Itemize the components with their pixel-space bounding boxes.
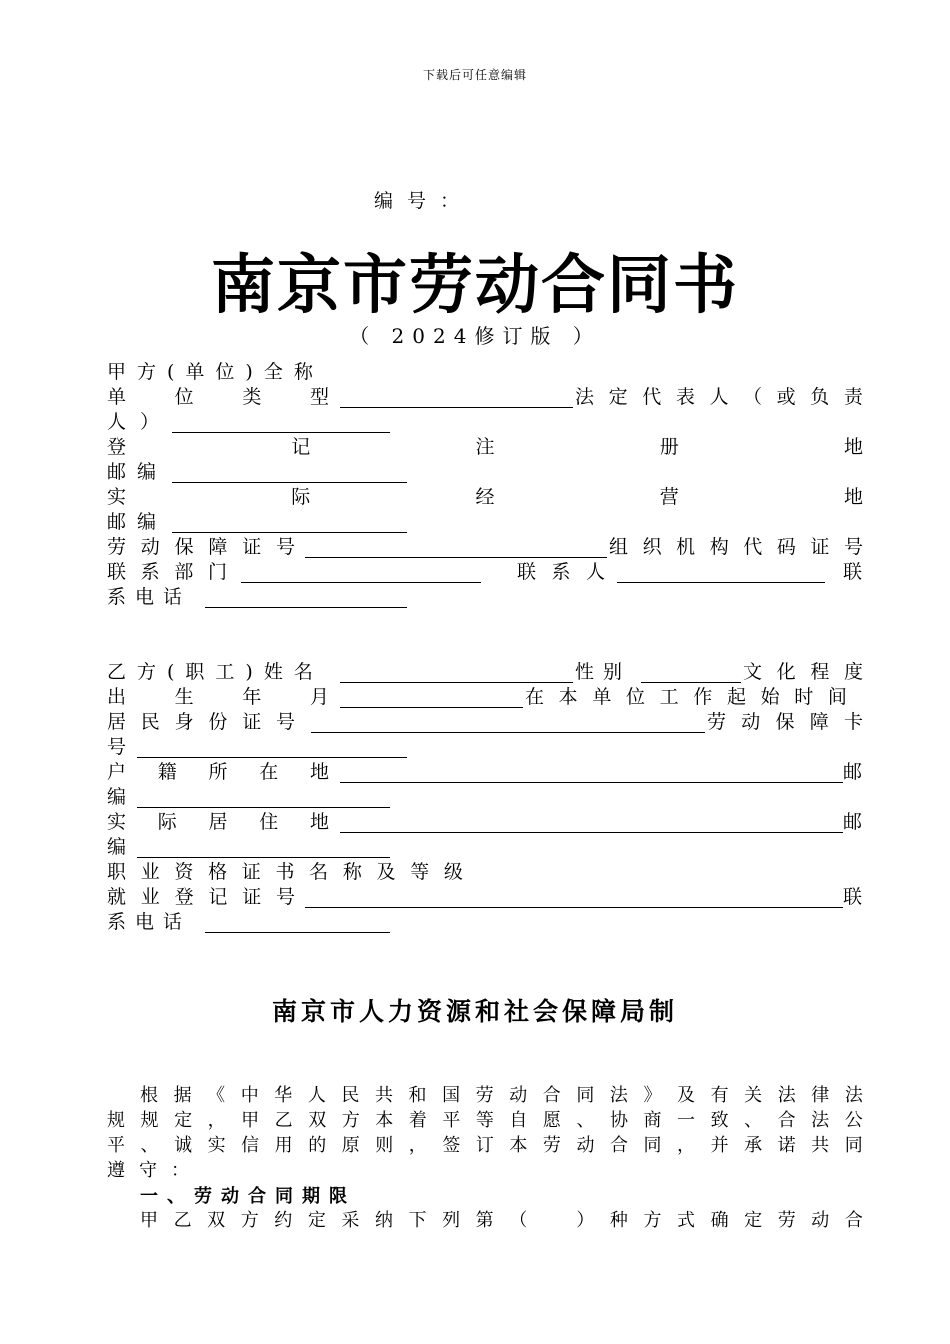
contact-tel-label-cont: 系电话 <box>107 586 192 608</box>
party-b-tel-label-cont: 系电话 <box>107 911 192 933</box>
education-label: 文 化 程 度 <box>743 661 863 683</box>
insurance-card-label-cont: 号 <box>107 736 127 758</box>
household-label: 户 籍 所 在 地 <box>107 761 329 783</box>
party-a-contact-row <box>107 560 863 585</box>
gender-label: 性别 <box>575 661 632 683</box>
household-postcode-label: 邮 <box>843 761 863 783</box>
party-b-name-row <box>107 660 863 685</box>
postcode-label-2: 邮编 <box>107 511 168 533</box>
postcode-blank-2[interactable] <box>172 532 407 533</box>
party-b-card-row <box>107 735 863 760</box>
party-b-tel-label: 联 <box>843 886 863 908</box>
id-no-label: 居 民 身 份 证 号 <box>107 711 295 733</box>
household-blank[interactable] <box>340 782 843 783</box>
party-b-tel-row <box>107 910 863 935</box>
document-title: 南京市劳动合同书 <box>211 249 739 323</box>
legal-rep-label: 法 定 代 表 人 （ 或 负 责 <box>575 386 863 408</box>
insurance-card-blank[interactable] <box>137 757 407 758</box>
qualification-label: 职 业 资 格 证 书 名 称 及 等 级 <box>107 861 463 883</box>
preamble-line-3: 平 、 诚 实 信 用 的 原 则 ， 签 订 本 劳 动 合 同 ， 并 承 诺 共 同 <box>107 1135 863 1156</box>
residence-postcode-label: 邮 <box>843 811 863 833</box>
party-a-postcode-row <box>107 460 863 485</box>
contact-person-blank[interactable] <box>617 582 825 583</box>
version-label: （ 2024修订版 ） <box>349 324 601 348</box>
party-a-full-name-row <box>107 360 863 385</box>
legal-rep-blank[interactable] <box>172 432 390 433</box>
id-no-blank[interactable] <box>311 732 705 733</box>
contact-dept-blank[interactable] <box>241 582 481 583</box>
contact-tel-label: 联 <box>843 561 863 583</box>
reg-addr-label: 登 记 注 册 地 <box>107 436 863 458</box>
party-b-postcode-2-row <box>107 835 863 860</box>
actual-addr-label: 实 际 经 营 地 <box>107 486 863 508</box>
employment-no-label: 就 业 登 记 证 号 <box>107 886 295 908</box>
start-time-label: 在 本 单 位 工 作 起 始 时 间 <box>525 686 847 708</box>
employment-no-blank[interactable] <box>305 907 843 908</box>
household-postcode-label-cont: 编 <box>107 786 127 808</box>
party-b-name-label: 乙方(职工)姓名 <box>107 661 324 683</box>
party-b-name-blank[interactable] <box>340 682 573 683</box>
residence-label: 实 际 居 住 地 <box>107 811 329 833</box>
contact-dept-label: 联 系 部 门 <box>107 561 227 583</box>
birth-label: 出 生 年 月 <box>107 686 329 708</box>
party-a-full-name-label: 甲方(单位)全称 <box>107 361 324 383</box>
gender-blank[interactable] <box>641 682 741 683</box>
insurance-card-label: 劳 动 保 障 卡 <box>707 711 863 733</box>
party-b-employment-row <box>107 885 863 910</box>
party-a-postcode-2-row <box>107 510 863 535</box>
legal-rep-label-cont: 人） <box>107 411 174 433</box>
party-b-tel-blank[interactable] <box>205 932 390 933</box>
residence-postcode-blank[interactable] <box>137 857 390 858</box>
party-a-insurance-row <box>107 535 863 560</box>
birth-blank[interactable] <box>340 707 523 708</box>
unit-type-blank[interactable] <box>340 407 573 408</box>
org-code-label: 组 织 机 构 代 码 证 号 <box>609 536 863 558</box>
section-1-title: 一、劳动合同期限 <box>140 1186 356 1207</box>
party-b-household-row <box>107 760 863 785</box>
party-b-id-row <box>107 710 863 735</box>
header-note: 下载后可任意编辑 <box>422 68 527 82</box>
party-b-qualification-row <box>107 860 863 885</box>
residence-blank[interactable] <box>340 832 843 833</box>
preamble-line-1: 根 据 《 中 华 人 民 共 和 国 劳 动 合 同 法 》 及 有 关 法 律 法 <box>140 1085 863 1106</box>
party-b-birth-row <box>107 685 863 710</box>
postcode-blank[interactable] <box>172 482 407 483</box>
issuing-bureau: 南京市人力资源和社会保障局制 <box>271 997 678 1026</box>
party-a-unit-type-label: 单 位 类 型 <box>107 386 329 408</box>
party-b-postcode-row <box>107 785 863 810</box>
party-a-legal-rep-row <box>107 410 863 435</box>
postcode-label: 邮编 <box>107 461 168 483</box>
insurance-no-blank[interactable] <box>305 557 607 558</box>
serial-number-label: 编号： <box>374 190 474 212</box>
preamble-line-2: 规 规 定 ， 甲 乙 双 方 本 着 平 等 自 愿 、 协 商 一 致 、 合 法 公 <box>107 1110 863 1131</box>
contact-person-label: 联 系 人 <box>517 561 605 583</box>
party-a-reg-addr-row <box>107 435 863 460</box>
party-a-unit-type-row <box>107 385 863 410</box>
contact-tel-blank[interactable] <box>205 607 407 608</box>
insurance-no-label: 劳 动 保 障 证 号 <box>107 536 295 558</box>
party-a-actual-addr-row <box>107 485 863 510</box>
party-b-residence-row <box>107 810 863 835</box>
household-postcode-blank[interactable] <box>137 807 390 808</box>
party-a-tel-row <box>107 585 863 610</box>
residence-postcode-label-cont: 编 <box>107 836 127 858</box>
section-1-line: 甲 乙 双 方 约 定 采 纳 下 列 第 （ ） 种 方 式 确 定 劳 动 合 <box>140 1210 863 1231</box>
preamble-line-4: 遵守： <box>107 1160 203 1181</box>
